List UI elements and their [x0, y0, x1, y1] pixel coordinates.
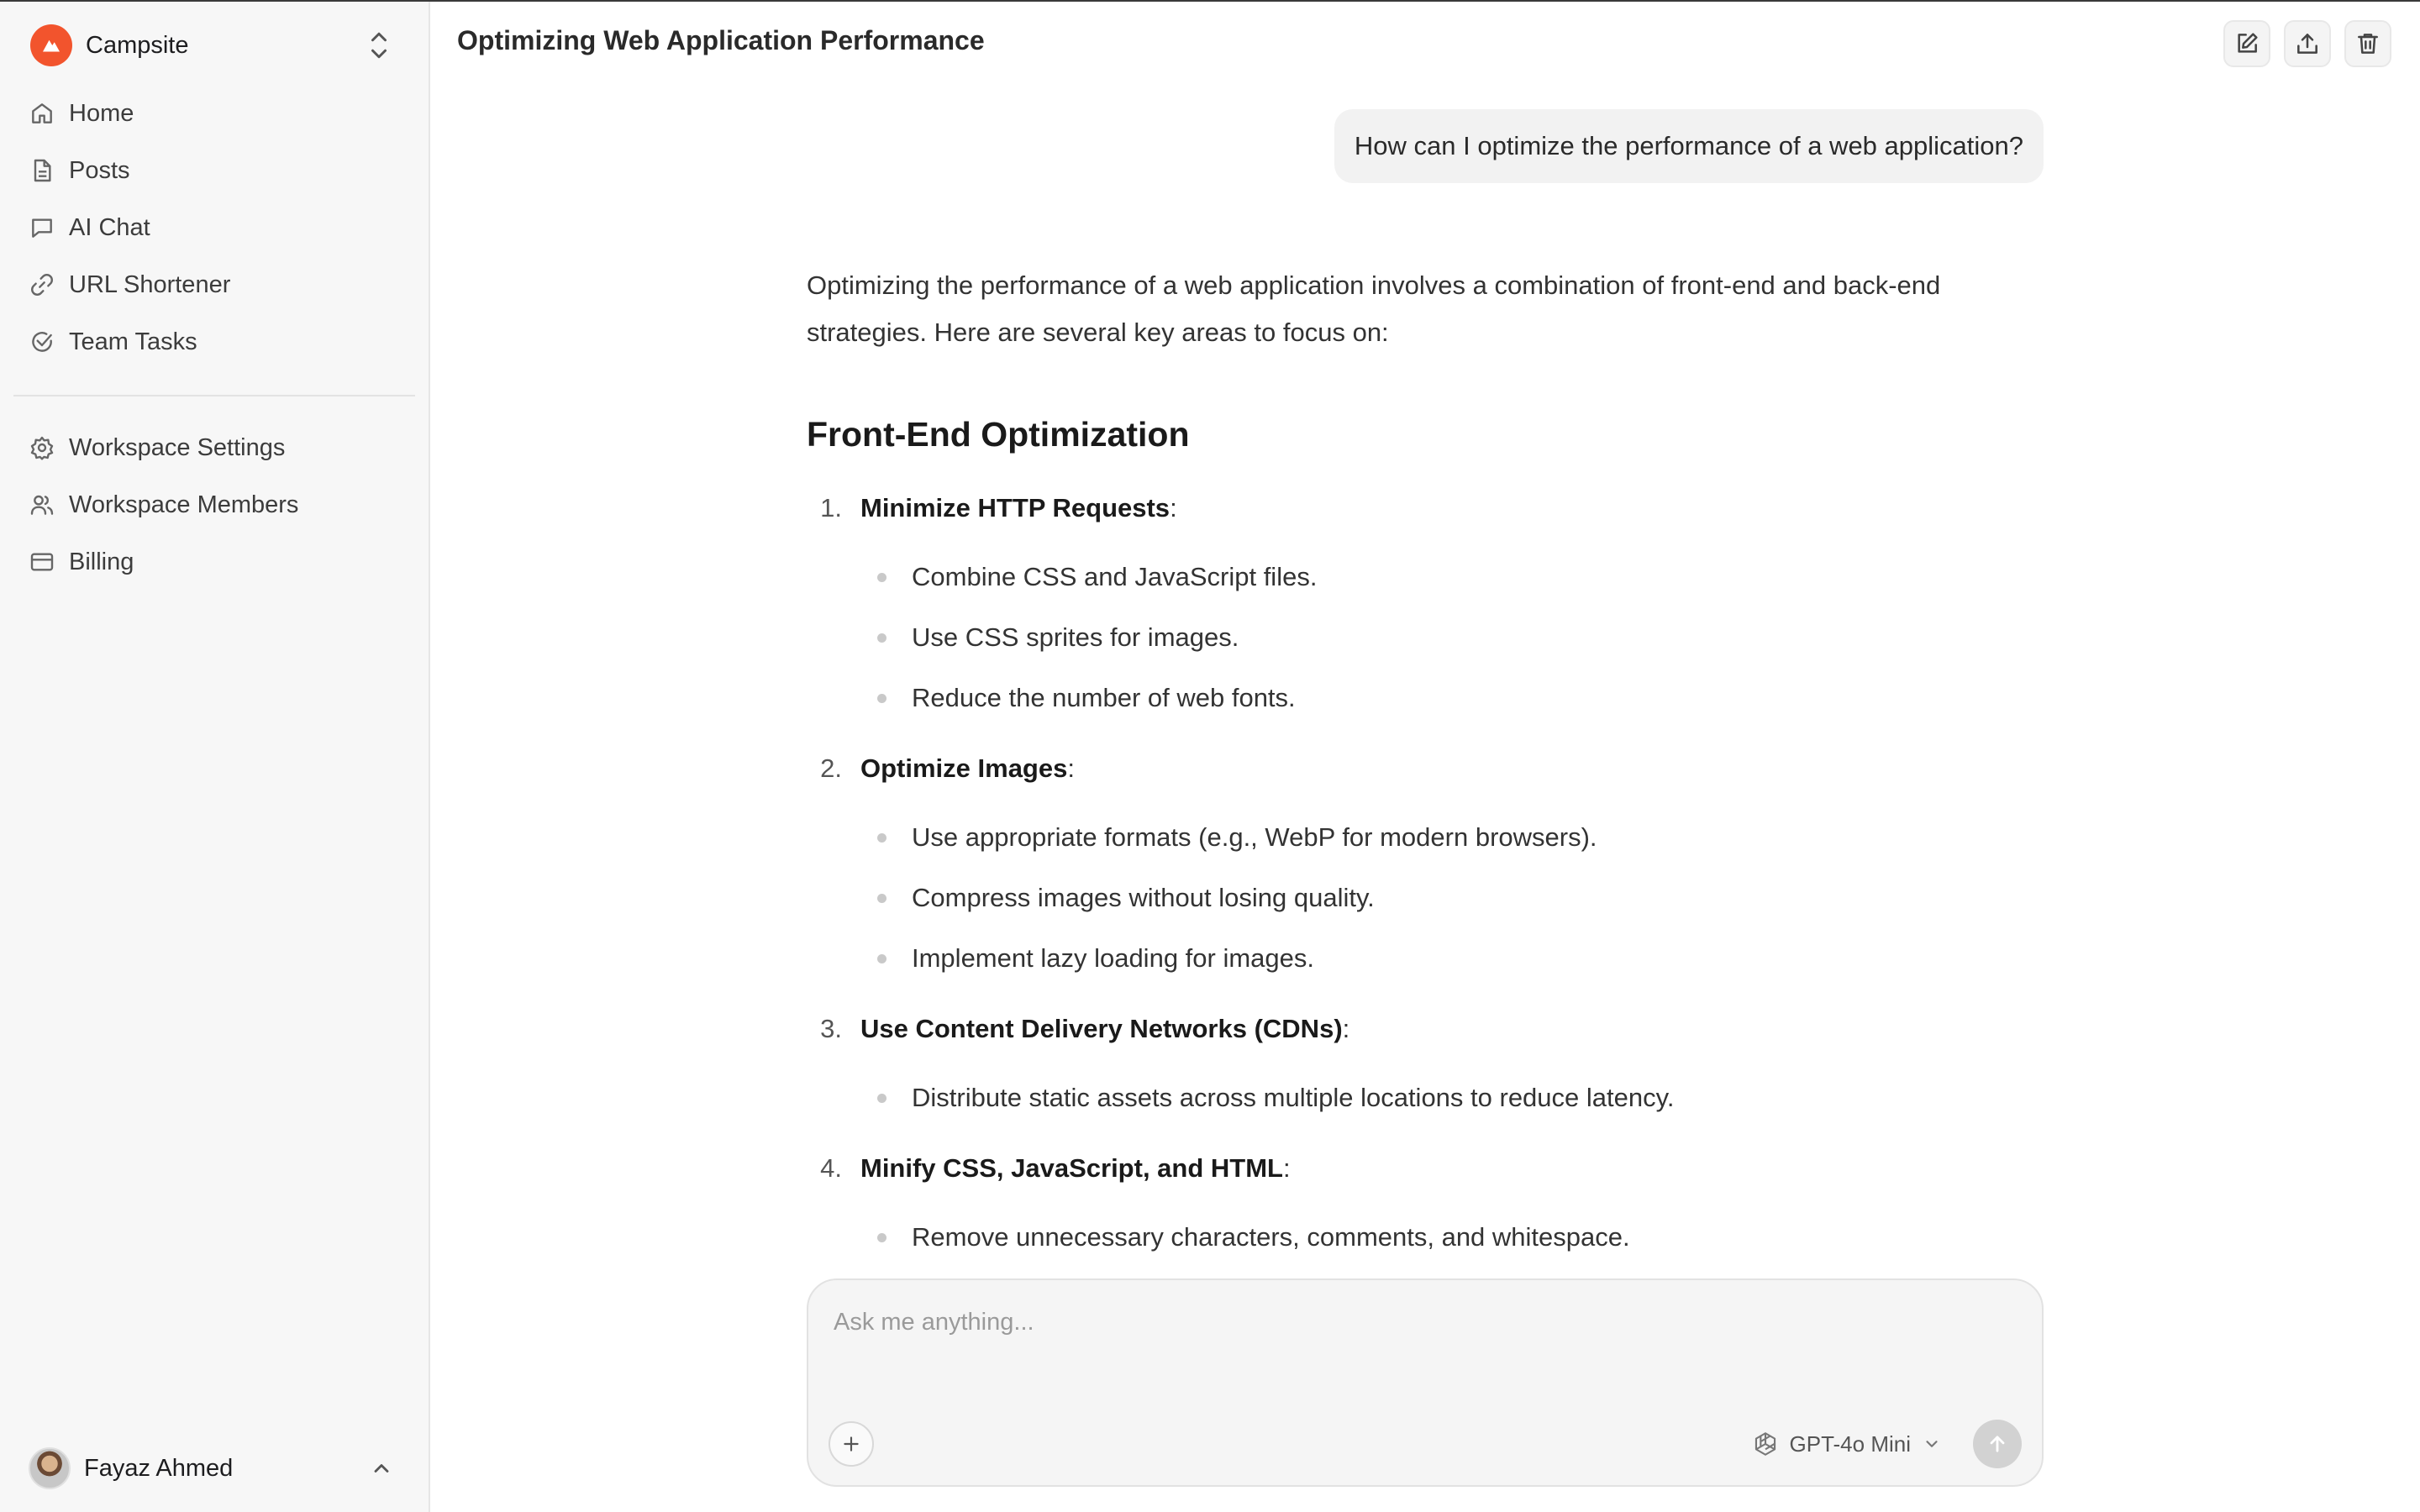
- list-item: [807, 1000, 2042, 1128]
- send-button[interactable]: [1973, 1420, 2022, 1468]
- sidebar-item-billing[interactable]: [13, 536, 417, 588]
- bullet-item: [807, 1207, 2042, 1268]
- bullet-text: Reduce the number of web fonts.: [912, 683, 1296, 712]
- list-item: [807, 1140, 2042, 1268]
- campsite-logo-icon: [30, 24, 72, 66]
- sidebar-item-workspace-members[interactable]: [13, 479, 417, 531]
- upload-icon: [2294, 30, 2321, 57]
- chat-input[interactable]: [834, 1305, 2010, 1339]
- bullet-text: Use CSS sprites for images.: [912, 622, 1239, 652]
- main-nav: [13, 87, 417, 373]
- list-item-heading: [807, 740, 2042, 797]
- model-selector[interactable]: [1751, 1423, 1942, 1465]
- bullet-dot: [877, 633, 886, 643]
- list-item-heading: [807, 1140, 2042, 1197]
- bullet-dot: [877, 894, 886, 903]
- list-item-heading: [807, 480, 2042, 537]
- bullet-text: Use appropriate formats (e.g., WebP for modern browsers).: [912, 822, 1597, 852]
- sidebar-item-workspace-settings[interactable]: [13, 422, 417, 474]
- chevron-up-down-icon: [366, 29, 392, 62]
- bullet-dot: [877, 1094, 886, 1103]
- sidebar-item-label: AI Chat: [69, 213, 150, 241]
- bullet-dot: [877, 954, 886, 963]
- share-button[interactable]: [2284, 20, 2331, 67]
- chevron-up-icon: [370, 1457, 393, 1480]
- document-icon: [29, 157, 55, 184]
- list-item-title: Minimize HTTP Requests: [860, 493, 1171, 522]
- bullet-item: [807, 1068, 2042, 1128]
- user-menu[interactable]: [13, 1440, 417, 1497]
- avatar: [29, 1447, 71, 1489]
- edit-icon: [2233, 30, 2260, 57]
- edit-button[interactable]: [2223, 20, 2270, 67]
- bullet-text: Combine CSS and JavaScript files.: [912, 562, 1318, 591]
- colon: :: [1170, 493, 1177, 522]
- sidebar-item-label: Workspace Settings: [69, 433, 286, 461]
- section-heading: Front-End Optimization: [807, 415, 1190, 454]
- bullet-dot: [877, 694, 886, 703]
- user-message-bubble: How can I optimize the performance of a web application?: [1334, 109, 2044, 183]
- colon: :: [1342, 1014, 1350, 1043]
- list-number: 2.: [820, 753, 842, 783]
- home-icon: [29, 100, 55, 127]
- colon: :: [1067, 753, 1075, 783]
- bullet-item: [807, 607, 2042, 668]
- sidebar-divider: [13, 395, 415, 396]
- page-title: Optimizing Web Application Performance: [457, 25, 985, 55]
- sidebar-item-label: Home: [69, 99, 134, 127]
- bullet-dot: [877, 1233, 886, 1242]
- list-item-title: Use Content Delivery Networks (CDNs): [860, 1014, 1343, 1043]
- user-name: Fayaz Ahmed: [84, 1454, 234, 1482]
- delete-button[interactable]: [2344, 20, 2391, 67]
- list-item-heading: [807, 1000, 2042, 1058]
- bullet-dot: [877, 833, 886, 843]
- bullet-dot: [877, 573, 886, 582]
- assistant-answer: [807, 262, 2042, 1279]
- gear-icon: [29, 434, 55, 461]
- trash-icon: [2354, 30, 2381, 57]
- openai-icon: [1751, 1430, 1780, 1458]
- bullet-text: Distribute static assets across multiple locations to reduce latency.: [912, 1083, 1675, 1112]
- sidebar: [0, 2, 430, 1512]
- sidebar-item-label: Posts: [69, 156, 130, 184]
- users-icon: [29, 491, 55, 518]
- sidebar-item-label: Billing: [69, 548, 134, 575]
- attach-button[interactable]: [829, 1421, 874, 1467]
- list-number: 1.: [820, 493, 842, 522]
- settings-nav: [13, 422, 417, 593]
- sidebar-item-team-tasks[interactable]: [13, 316, 417, 368]
- list-item: [807, 480, 2042, 728]
- bullet-text: Remove unnecessary characters, comments, and whitespace.: [912, 1222, 1630, 1252]
- sidebar-item-url-shortener[interactable]: [13, 259, 417, 311]
- chevron-down-icon: [1923, 1435, 1941, 1453]
- list-number: 3.: [820, 1014, 842, 1043]
- sidebar-item-label: URL Shortener: [69, 270, 231, 298]
- bullet-item: [807, 928, 2042, 989]
- bullet-item: [807, 807, 2042, 868]
- sidebar-item-label: Team Tasks: [69, 328, 197, 355]
- chat-bubble-icon: [29, 214, 55, 241]
- bullet-list: [807, 807, 2042, 989]
- list-item: [807, 740, 2042, 989]
- credit-card-icon: [29, 549, 55, 575]
- list-item-title: Minify CSS, JavaScript, and HTML: [860, 1153, 1283, 1183]
- model-name: GPT-4o Mini: [1789, 1431, 1911, 1457]
- workspace-name: Campsite: [86, 31, 189, 59]
- check-circle-icon: [29, 328, 55, 355]
- link-icon: [29, 271, 55, 298]
- ordered-list: [807, 480, 2042, 1268]
- plus-icon: [840, 1433, 862, 1455]
- workspace-switcher[interactable]: [13, 17, 417, 74]
- answer-intro: Optimizing the performance of a web application involves a combination of front-end and back-end strategies. Here are several key areas to focus on:: [807, 270, 1941, 347]
- bullet-item: [807, 668, 2042, 728]
- bullet-list: [807, 1068, 2042, 1128]
- bullet-item: [807, 868, 2042, 928]
- sidebar-item-posts[interactable]: [13, 144, 417, 197]
- list-number: 4.: [820, 1153, 842, 1183]
- message-composer: [807, 1278, 2044, 1487]
- sidebar-item-home[interactable]: [13, 87, 417, 139]
- list-item-title: Optimize Images: [860, 753, 1068, 783]
- bullet-list: [807, 1207, 2042, 1268]
- bullet-text: Compress images without losing quality.: [912, 883, 1375, 912]
- sidebar-item-ai-chat[interactable]: [13, 202, 417, 254]
- sidebar-item-label: Workspace Members: [69, 491, 299, 518]
- bullet-list: [807, 547, 2042, 728]
- colon: :: [1282, 1153, 1291, 1183]
- bullet-text: Implement lazy loading for images.: [912, 943, 1315, 973]
- bullet-item: [807, 547, 2042, 607]
- arrow-up-icon: [1986, 1432, 2009, 1456]
